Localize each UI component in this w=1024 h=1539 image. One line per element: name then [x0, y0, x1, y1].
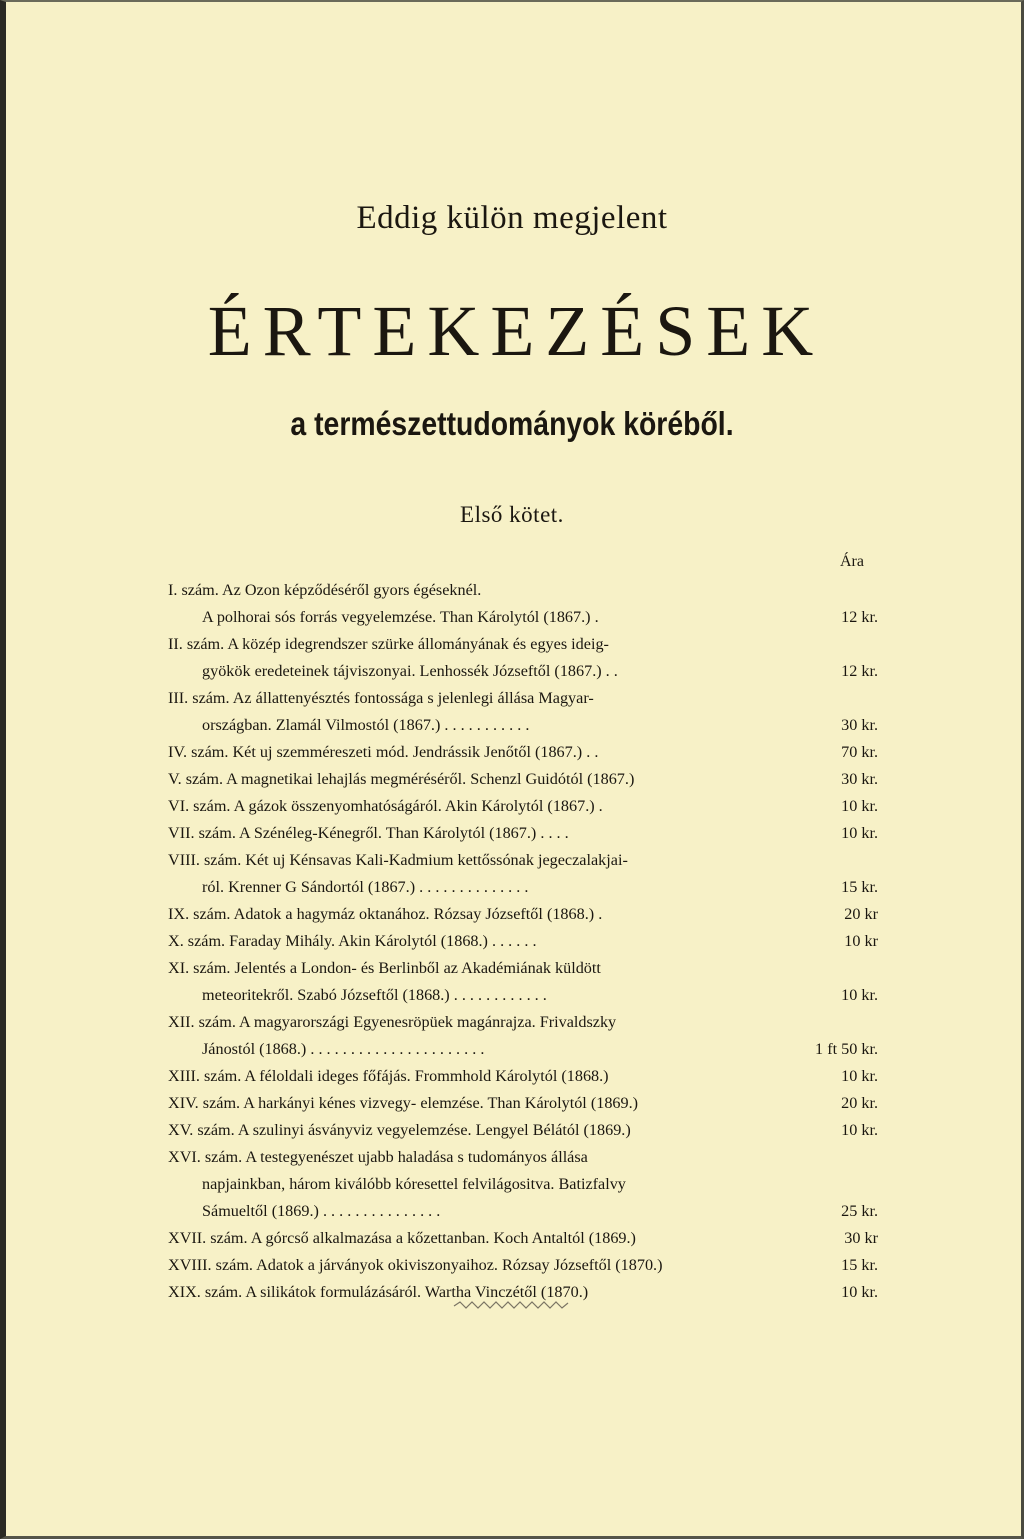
entry-text: VII. szám. A Szénéleg-Kénegről. Than Károlytól (1867.) . . . . — [168, 824, 569, 842]
entry-price: 20 kr — [844, 905, 878, 923]
entry-text: gyökök eredeteinek tájviszonyai. Lenhossék Józseftől (1867.) . . — [202, 662, 618, 680]
entry-text: napjainkban, három kiválóbb kóresettel felvilágositva. Batizfalvy — [202, 1175, 626, 1193]
entry-text: XIV. szám. A harkányi kénes vizvegy- elemzése. Than Károlytól (1869.) — [168, 1094, 639, 1112]
entry-price: 10 kr. — [841, 1121, 878, 1139]
toc-entry-line — [168, 1090, 888, 1117]
toc-entry-line — [168, 1036, 888, 1063]
entry-price: 25 kr. — [841, 1202, 878, 1220]
entry-text: XII. szám. A magyarországi Egyenesröpüek magánrajza. Frivaldszky — [168, 1013, 617, 1031]
toc-entry-line — [168, 712, 888, 739]
entry-text: XVII. szám. A górcső alkalmazása a kőzettanban. Koch Antaltól (1869.) — [168, 1229, 636, 1247]
entry-price: 30 kr. — [841, 716, 878, 734]
entry-text: VIII. szám. Két uj Kénsavas Kali-Kadmium kettőssónak jegeczalakjai- — [168, 851, 628, 869]
volume-title: Első kötet. — [460, 502, 564, 527]
toc-entry-line — [168, 631, 888, 658]
entry-text: országban. Zlamál Vilmostól (1867.) . . . . . . . . . . . — [202, 716, 530, 734]
toc-entry-line — [168, 1144, 888, 1171]
toc-entry-line — [168, 1117, 888, 1144]
entry-text: ról. Krenner G Sándortól (1867.) . . . . . . . . . . . . . . — [202, 878, 529, 896]
subtitle: Eddig külön megjelent — [356, 200, 668, 236]
toc-entry-line — [168, 847, 888, 874]
entry-text: XIII. szám. A féloldali ideges főfájás. Frommhold Károlytól (1868.) — [168, 1067, 609, 1085]
entry-text: Sámueltől (1869.) . . . . . . . . . . . . . . . — [202, 1202, 441, 1220]
entry-price: 15 kr. — [841, 878, 878, 896]
toc-entry-line — [168, 928, 888, 955]
entry-text: VI. szám. A gázok összenyomhatóságáról. Akin Károlytól (1867.) . — [168, 797, 603, 815]
entry-price: 20 kr. — [841, 1094, 878, 1112]
entry-price: 70 kr. — [841, 743, 878, 761]
entry-price: 12 kr. — [841, 662, 878, 680]
entry-text: X. szám. Faraday Mihály. Akin Károlytól (1868.) . . . . . . — [168, 932, 537, 950]
toc-entry-line — [168, 658, 888, 685]
entry-price: 10 kr. — [841, 1067, 878, 1085]
entry-price: 1 ft 50 kr. — [815, 1040, 878, 1058]
entry-text: I. szám. Az Ozon képződéséről gyors égéseknél. — [168, 581, 482, 599]
entry-text: II. szám. A közép idegrendszer szürke állományának és egyes ideig- — [168, 635, 609, 653]
entry-price: 10 kr. — [841, 1283, 878, 1301]
entry-text: XI. szám. Jelentés a London- és Berlinből az Akadémiának küldött — [168, 959, 601, 977]
entry-price: 10 kr. — [841, 824, 878, 842]
entry-price: 30 kr — [844, 1229, 878, 1247]
toc-entry-line — [168, 982, 888, 1009]
entry-text: Jánostól (1868.) . . . . . . . . . . . . . . . . . . . . . . — [202, 1040, 485, 1058]
entry-text: XV. szám. A szulinyi ásványviz vegyelemzése. Lengyel Bélától (1869.) — [168, 1121, 631, 1139]
entry-price: 15 kr. — [841, 1256, 878, 1274]
toc-entry-line — [168, 1063, 888, 1090]
entry-text: meteoritekről. Szabó Józseftől (1868.) . . . . . . . . . . . . — [202, 986, 547, 1004]
entry-text: XIX. szám. A silikátok formulázásáról. Wartha Vinczétől (1870.) — [168, 1283, 589, 1301]
toc-entry-line — [168, 577, 888, 604]
price-column-label: Ára — [840, 553, 864, 570]
toc-entry-line — [168, 604, 888, 631]
toc-entry-line — [168, 820, 888, 847]
entry-text: III. szám. Az állattenyésztés fontossága s jelenlegi állása Magyar- — [168, 689, 594, 707]
toc-entry-line — [168, 766, 888, 793]
entry-price: 10 kr. — [841, 986, 878, 1004]
toc-entry-line — [168, 739, 888, 766]
toc-entry-line — [168, 1009, 888, 1036]
toc-entry-line — [168, 955, 888, 982]
entry-price: 10 kr — [844, 932, 878, 950]
entry-text: IV. szám. Két uj szemméreszeti mód. Jendrássik Jenőtől (1867.) . . — [168, 743, 599, 761]
entry-price: 30 kr. — [841, 770, 878, 788]
entry-text: XVIII. szám. Adatok a járványok okiviszonyaihoz. Rózsay Józseftől (1870.) — [168, 1256, 663, 1274]
toc-entry-line — [168, 1198, 888, 1225]
entry-price: 10 kr. — [841, 797, 878, 815]
toc-entry-line — [168, 1225, 888, 1252]
field-title: a természettudományok köréből. — [290, 405, 734, 442]
toc-entry-line — [168, 1171, 888, 1198]
table-of-contents — [168, 577, 888, 1306]
toc-entry-line — [168, 874, 888, 901]
entry-text: XVI. szám. A testegyenészet ujabb haladása s tudományos állása — [168, 1148, 588, 1166]
entry-text: IX. szám. Adatok a hagymáz oktanához. Rózsay Józseftől (1868.) . — [168, 905, 603, 923]
toc-entry-line — [168, 685, 888, 712]
entry-text: V. szám. A magnetikai lehajlás megméréséről. Schenzl Guidótól (1867.) — [168, 770, 635, 788]
toc-entry-line — [168, 793, 888, 820]
entry-text: A polhorai sós forrás vegyelemzése. Than Károlytól (1867.) . — [202, 608, 599, 626]
toc-entry-line — [168, 901, 888, 928]
main-title: ÉRTEKEZÉSEK — [207, 291, 825, 371]
entry-price: 12 kr. — [841, 608, 878, 626]
ornament-divider — [452, 1300, 572, 1312]
toc-entry-line — [168, 1252, 888, 1279]
